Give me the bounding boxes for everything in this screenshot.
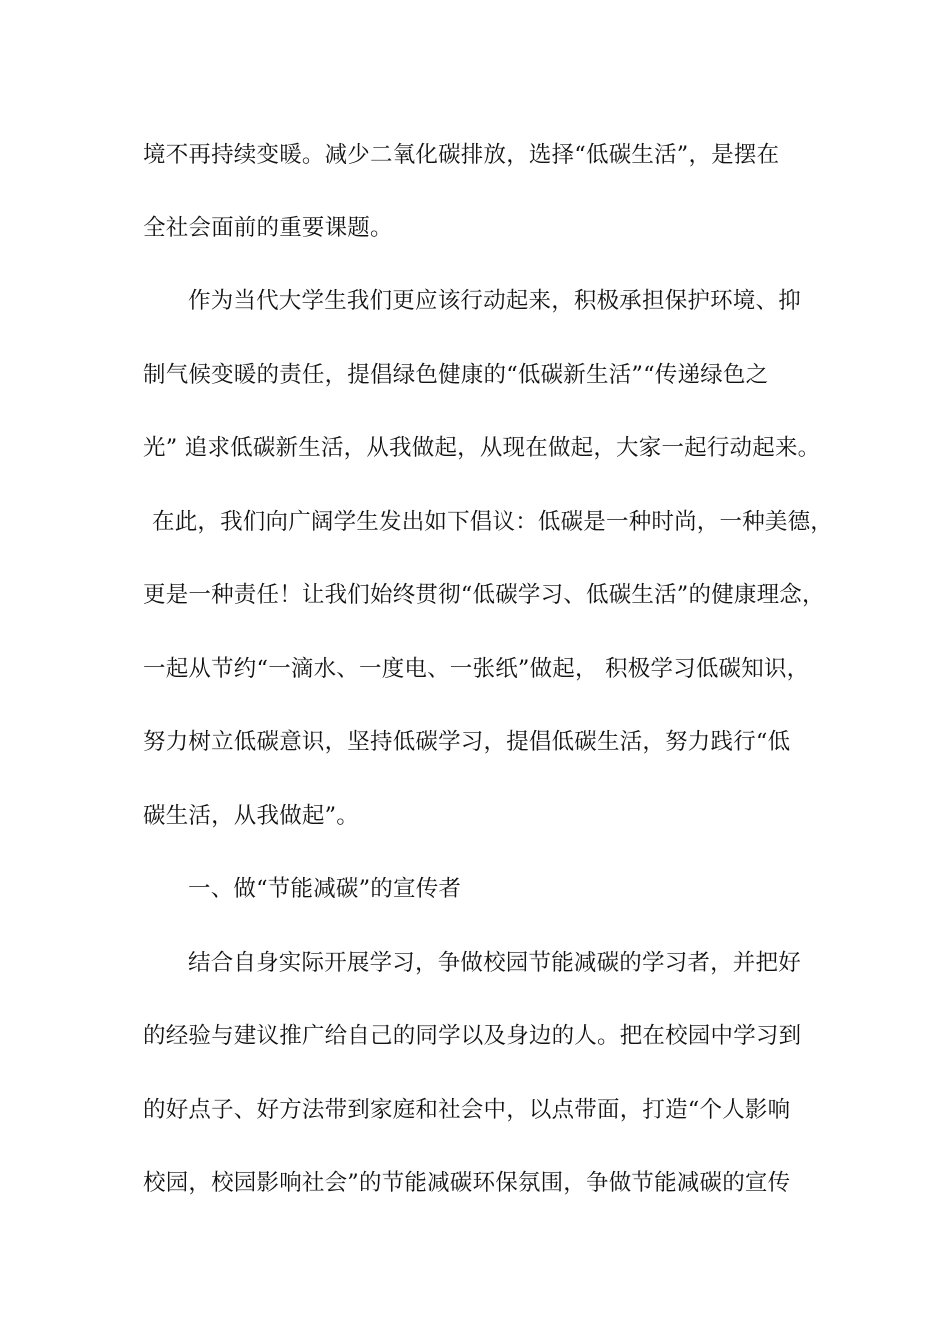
text-line: 的经验与建议推广给自己的同学以及身边的人。把在校园中学习到	[143, 1023, 802, 1049]
section-heading: 一、做“节能减碳”的宣传者	[188, 876, 462, 902]
paragraph-start-line: 作为当代大学生我们更应该行动起来，积极承担保护环境、抑	[188, 288, 801, 314]
text-line: 光” 追求低碳新生活，从我做起，从现在做起，大家一起行动起来。	[143, 435, 821, 461]
text-line: 制气候变暖的责任，提倡绿色健康的“低碳新生活”“传递绿色之	[143, 362, 769, 388]
text-line: 努力树立低碳意识，坚持低碳学习，提倡低碳生活，努力践行“低	[143, 729, 791, 755]
text-line: 碳生活，从我做起”。	[143, 803, 360, 829]
text-line: 全社会面前的重要课题。	[143, 215, 393, 241]
paragraph-start-line: 结合自身实际开展学习，争做校园节能减碳的学习者，并把好	[188, 950, 801, 976]
text-line: 的好点子、好方法带到家庭和社会中，以点带面，打造“个人影响	[143, 1097, 791, 1123]
text-line: 校园，校园影响社会”的节能减碳环保氛围，争做节能减碳的宣传	[143, 1170, 791, 1196]
text-line: 境不再持续变暖。减少二氧化碳排放，选择“低碳生活”，是摆在	[143, 142, 780, 168]
text-line: 更是一种责任！让我们始终贯彻“低碳学习、低碳生活”的健康理念，	[143, 582, 825, 608]
text-line: 一起从节约“一滴水、一度电、一张纸”做起， 积极学习低碳知识，	[143, 656, 810, 682]
text-line: 在此，我们向广阔学生发出如下倡议：低碳是一种时尚，一种美德，	[152, 509, 834, 535]
